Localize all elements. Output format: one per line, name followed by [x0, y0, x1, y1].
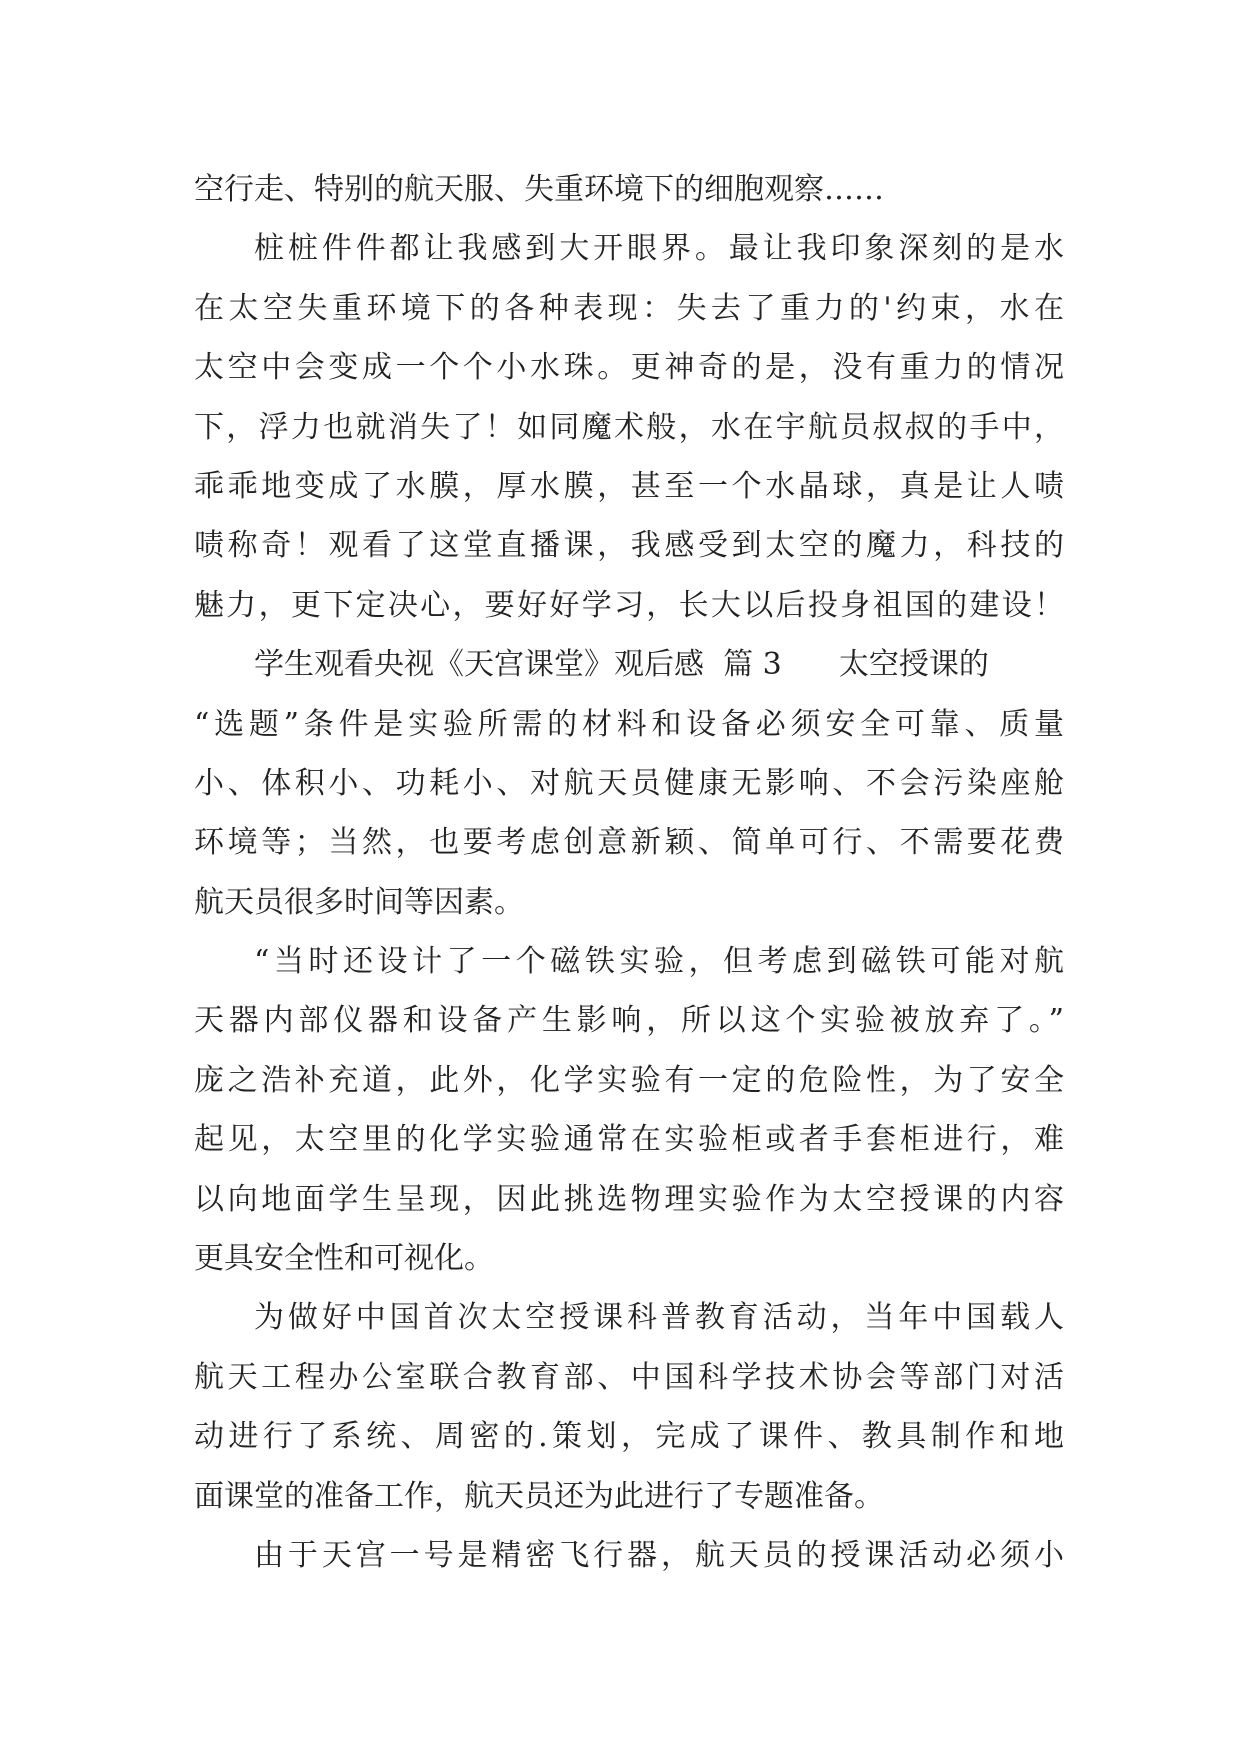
document-text-line: 航天工程办公室联合教育部、中国科学技术协会等部门对活 [194, 1359, 1064, 1395]
document-text-line: 桩桩件件都让我感到大开眼界。最让我印象深刻的是水 [254, 231, 1064, 267]
document-text-line: 由于天宫一号是精密飞行器，航天员的授课活动必须小 [254, 1537, 1064, 1573]
document-text-line: 面课堂的准备工作，航天员还为此进行了专题准备。 [194, 1478, 884, 1514]
document-text-line: 学生观看央视《天宫课堂》观后感 篇 3 太空授课的 [254, 647, 989, 683]
document-text-line: 小、体积小、功耗小、对航天员健康无影响、不会污染座舱 [194, 765, 1064, 801]
document-text-line: “选题”条件是实验所需的材料和设备必须安全可靠、质量 [194, 706, 1064, 742]
document-text-line: 空行走、特别的航天服、失重环境下的细胞观察…… [194, 172, 884, 207]
document-text-line: 天器内部仪器和设备产生影响，所以这个实验被放弃了。” [194, 1003, 1064, 1039]
document-text-line: 航天员很多时间等因素。 [194, 884, 524, 920]
document-text-line: 魅力，更下定决心，要好好学习，长大以后投身祖国的建设！ [194, 587, 1064, 623]
document-text-line: 更具安全性和可视化。 [194, 1241, 494, 1277]
document-text-line: 庞之浩补充道，此外，化学实验有一定的危险性，为了安全 [194, 1062, 1064, 1098]
document-text-line: 起见，太空里的化学实验通常在实验柜或者手套柜进行，难 [194, 1122, 1064, 1158]
document-text-line: 乖乖地变成了水膜，厚水膜，甚至一个水晶球，真是让人啧 [194, 468, 1064, 504]
document-text-line: 以向地面学生呈现，因此挑选物理实验作为太空授课的内容 [194, 1181, 1064, 1217]
document-text-line: 下，浮力也就消失了！如同魔术般，水在宇航员叔叔的手中， [194, 409, 1064, 445]
document-text-line: 动进行了系统、周密的.策划，完成了课件、教具制作和地 [194, 1419, 1064, 1455]
document-text-line: “当时还设计了一个磁铁实验，但考虑到磁铁可能对航 [254, 944, 1064, 980]
document-text-line: 为做好中国首次太空授课科普教育活动，当年中国载人 [254, 1300, 1064, 1336]
document-text-line: 啧称奇！观看了这堂直播课，我感受到太空的魔力，科技的 [194, 528, 1064, 564]
document-text-line: 太空中会变成一个个小水珠。更神奇的是，没有重力的情况 [194, 350, 1064, 386]
document-body-text [194, 160, 1064, 1585]
document-text-line: 在太空失重环境下的各种表现：失去了重力的'约束，水在 [194, 290, 1064, 326]
document-text-line: 环境等；当然，也要考虑创意新颖、简单可行、不需要花费 [194, 825, 1064, 861]
